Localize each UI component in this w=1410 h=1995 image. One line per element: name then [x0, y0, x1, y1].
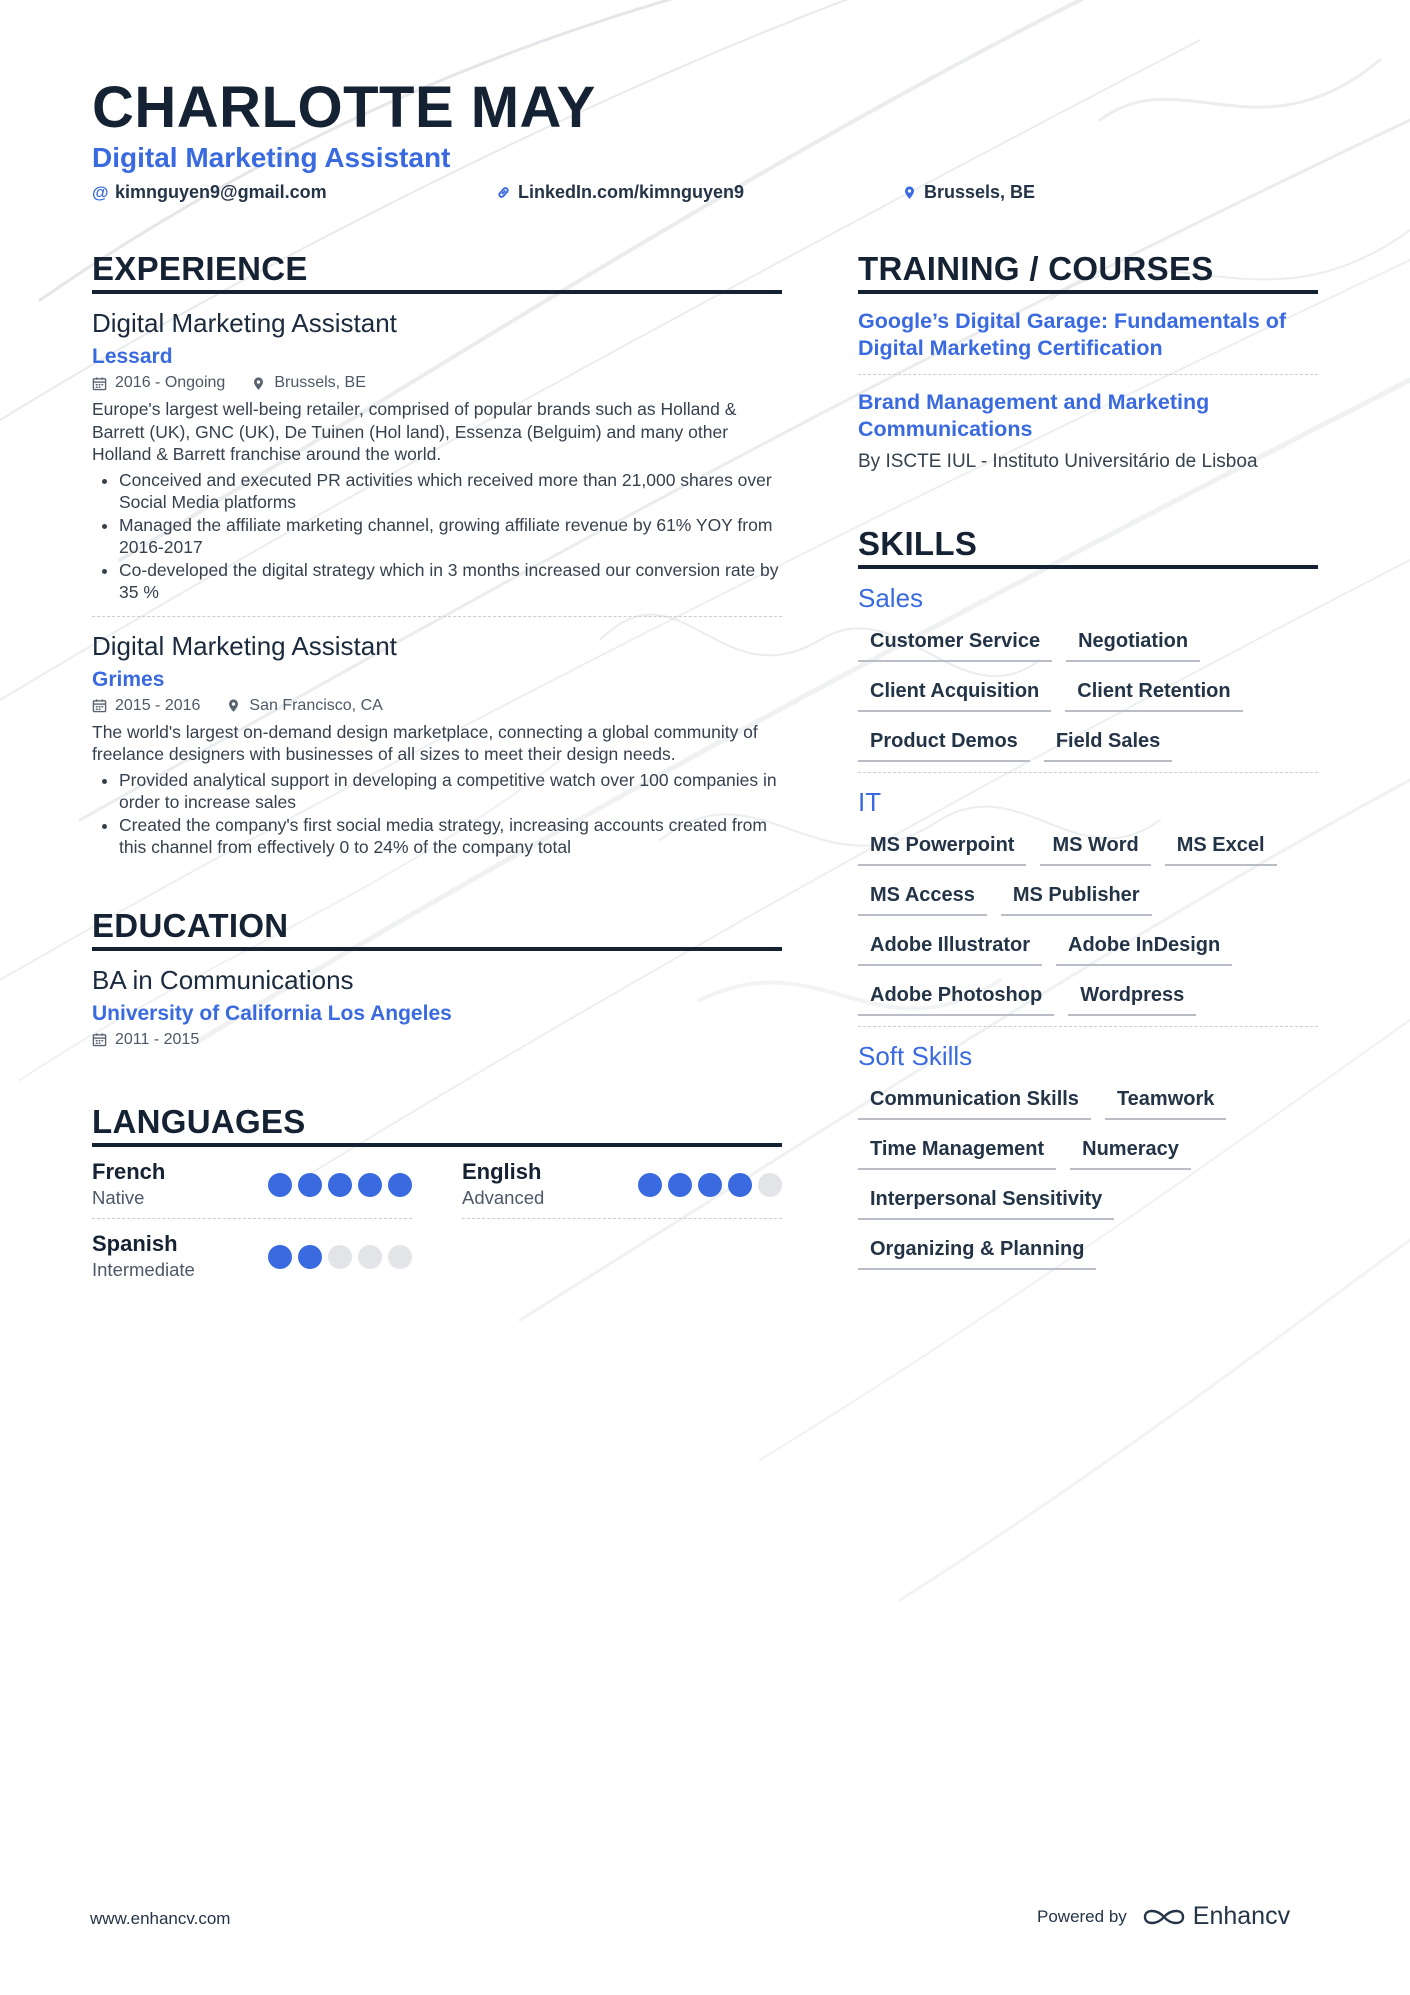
- achievement-list: [92, 769, 782, 859]
- skill-tag: Organizing & Planning: [858, 1238, 1096, 1270]
- course-title: Google’s Digital Garage: Fundamentals of Digital Marketing Certification: [858, 309, 1287, 360]
- education-meta: [92, 1031, 782, 1049]
- company-description: The world's largest on-demand design marketplace, connecting a global community of freelance designers with businesses of all sizes to meet their design needs.: [92, 721, 758, 764]
- location-contact: [902, 182, 1035, 203]
- skill-tag: MS Publisher: [1001, 884, 1152, 916]
- proficiency-dot-filled: [328, 1173, 352, 1197]
- achievement-item: • Co-developed the digital strategy which in 3 months increased our conversion rate by 35 %: [119, 559, 782, 604]
- skill-tag: Negotiation: [1066, 630, 1200, 662]
- skill-tag: Wordpress: [1068, 984, 1196, 1016]
- email-contact[interactable]: [92, 182, 327, 203]
- map-pin-icon: [226, 698, 241, 713]
- contact-row: [92, 182, 1052, 208]
- proficiency-dot-filled: [728, 1173, 752, 1197]
- job-dates: 2016 - Ongoing: [115, 374, 226, 391]
- skill-tag: Time Management: [858, 1138, 1056, 1170]
- experience-section: [92, 250, 782, 871]
- achievement-item: • Managed the affiliate marketing channel, growing affiliate revenue by 61% YOY from 2016-2017: [119, 514, 782, 559]
- job-location: Brussels, BE: [274, 374, 366, 391]
- proficiency-dot-filled: [698, 1173, 722, 1197]
- achievement-item: • Conceived and executed PR activities which received more than 21,000 shares over Social Media platforms: [119, 469, 782, 514]
- job-title: Digital Marketing Assistant: [92, 308, 397, 338]
- job-meta: [92, 374, 782, 392]
- proficiency-dot-empty: [358, 1245, 382, 1269]
- language-level: Intermediate: [92, 1258, 195, 1280]
- linkedin-text: LinkedIn.com/kimnguyen9: [518, 182, 745, 202]
- school-name: University of California Los Angeles: [92, 1001, 452, 1025]
- calendar-icon: [92, 376, 107, 391]
- languages-section: [92, 1103, 782, 1291]
- skill-tag: Client Acquisition: [858, 680, 1051, 712]
- language-name: Spanish: [92, 1230, 178, 1256]
- company-name: Lessard: [92, 345, 173, 368]
- course-item: [858, 294, 1318, 375]
- proficiency-dots: [638, 1173, 782, 1197]
- calendar-icon: [92, 1032, 107, 1047]
- proficiency-dot-empty: [758, 1173, 782, 1197]
- language-item: [462, 1147, 782, 1219]
- proficiency-dot-filled: [358, 1173, 382, 1197]
- experience-entry: [92, 617, 782, 871]
- education-entry: [92, 951, 782, 1061]
- job-meta: [92, 697, 782, 715]
- language-level: Advanced: [462, 1186, 545, 1208]
- proficiency-dot-filled: [268, 1245, 292, 1269]
- skill-tag: MS Excel: [1165, 834, 1277, 866]
- proficiency-dots: [268, 1173, 412, 1197]
- course-provider: By ISCTE IUL - Instituto Universitário de Lisboa: [858, 451, 1258, 472]
- linkedin-contact[interactable]: [496, 182, 744, 203]
- skill-group-soft-skills: [858, 1027, 1318, 1280]
- course-title: Brand Management and Marketing Communications: [858, 390, 1210, 441]
- website-link[interactable]: www.enhancv.com: [90, 1909, 231, 1928]
- skill-tag: Field Sales: [1044, 730, 1173, 762]
- achievement-item: • Created the company's first social media strategy, increasing accounts created from this channel from effectively 0 to 24% of the company total: [119, 814, 782, 859]
- skill-tags: [858, 1088, 1318, 1270]
- company-description: Europe's largest well-being retailer, comprised of popular brands such as Holland & Barrett (UK), GNC (UK), De Tuinen (Hol land), Essenza (Belguim) and many other Holland & Barrett franchise around the world.: [92, 399, 737, 464]
- infinity-logo-icon: [1141, 1905, 1187, 1929]
- brand-name: Enhancv: [1192, 1902, 1291, 1930]
- proficiency-dot-empty: [328, 1245, 352, 1269]
- language-item: [92, 1219, 412, 1291]
- job-title: Digital Marketing Assistant: [92, 630, 397, 661]
- skill-tag: Adobe Photoshop: [858, 984, 1054, 1016]
- language-item: [92, 1147, 412, 1219]
- proficiency-dot-filled: [638, 1173, 662, 1197]
- skill-tag: Teamwork: [1105, 1088, 1226, 1120]
- skill-tags: [858, 630, 1318, 762]
- right-column: [858, 250, 1318, 1280]
- skill-tag: Numeracy: [1070, 1138, 1191, 1170]
- languages-heading: LANGUAGES: [92, 1103, 782, 1147]
- candidate-name: CHARLOTTE MAY: [92, 75, 596, 140]
- language-name: French: [92, 1158, 166, 1184]
- skill-tag: Adobe InDesign: [1056, 934, 1232, 966]
- degree-title: BA in Communications: [92, 964, 354, 995]
- skill-tag: Customer Service: [858, 630, 1052, 662]
- job-location: San Francisco, CA: [249, 696, 383, 714]
- email-text: kimnguyen9@gmail.com: [115, 182, 327, 202]
- powered-by-label: Powered by: [1037, 1906, 1127, 1926]
- location-text: Brussels, BE: [924, 182, 1036, 202]
- education-dates: 2011 - 2015: [115, 1030, 200, 1048]
- skill-tag: MS Word: [1040, 834, 1150, 866]
- skill-tag: Product Demos: [858, 730, 1030, 762]
- candidate-role: Digital Marketing Assistant: [92, 142, 451, 173]
- skills-section: [858, 525, 1318, 1280]
- skill-tag: Communication Skills: [858, 1088, 1091, 1120]
- experience-entry: [92, 294, 782, 617]
- skill-tag: MS Access: [858, 884, 987, 916]
- at-sign-icon: @: [92, 182, 109, 202]
- calendar-icon: [92, 698, 107, 713]
- achievement-item: • Provided analytical support in developing a competitive watch over 100 companies in order to increase sales: [119, 769, 782, 814]
- proficiency-dot-empty: [388, 1245, 412, 1269]
- training-heading: TRAINING / COURSES: [858, 250, 1318, 294]
- skill-tag: Adobe Illustrator: [858, 934, 1042, 966]
- skill-category: IT: [858, 787, 882, 817]
- skill-category: Soft Skills: [858, 1041, 973, 1071]
- proficiency-dot-filled: [298, 1173, 322, 1197]
- map-pin-icon: [902, 185, 917, 200]
- achievement-list: [92, 469, 782, 604]
- skill-tag: Client Retention: [1065, 680, 1242, 712]
- education-heading: EDUCATION: [92, 907, 782, 951]
- skill-group-it: [858, 773, 1318, 1027]
- experience-heading: EXPERIENCE: [92, 250, 782, 294]
- proficiency-dot-filled: [298, 1245, 322, 1269]
- training-section: [858, 250, 1318, 485]
- company-name: Grimes: [92, 667, 165, 691]
- proficiency-dots: [268, 1245, 412, 1269]
- skill-tags: [858, 834, 1318, 1016]
- link-icon: [496, 185, 511, 200]
- education-section: [92, 907, 782, 1061]
- course-item: [858, 375, 1318, 485]
- skills-heading: SKILLS: [858, 525, 1318, 569]
- languages-grid: [92, 1147, 782, 1291]
- map-pin-icon: [251, 376, 266, 391]
- proficiency-dot-filled: [668, 1173, 692, 1197]
- job-dates: 2015 - 2016: [115, 696, 201, 714]
- skill-tag: Interpersonal Sensitivity: [858, 1188, 1114, 1220]
- left-column: [92, 250, 782, 1291]
- brand-logo[interactable]: [1141, 1902, 1290, 1931]
- language-name: English: [462, 1158, 542, 1184]
- proficiency-dot-filled: [388, 1173, 412, 1197]
- skill-category: Sales: [858, 583, 924, 613]
- language-level: Native: [92, 1186, 145, 1208]
- skill-group-sales: [858, 569, 1318, 773]
- skill-tag: MS Powerpoint: [858, 834, 1026, 866]
- powered-by: [1037, 1902, 1290, 1931]
- proficiency-dot-filled: [268, 1173, 292, 1197]
